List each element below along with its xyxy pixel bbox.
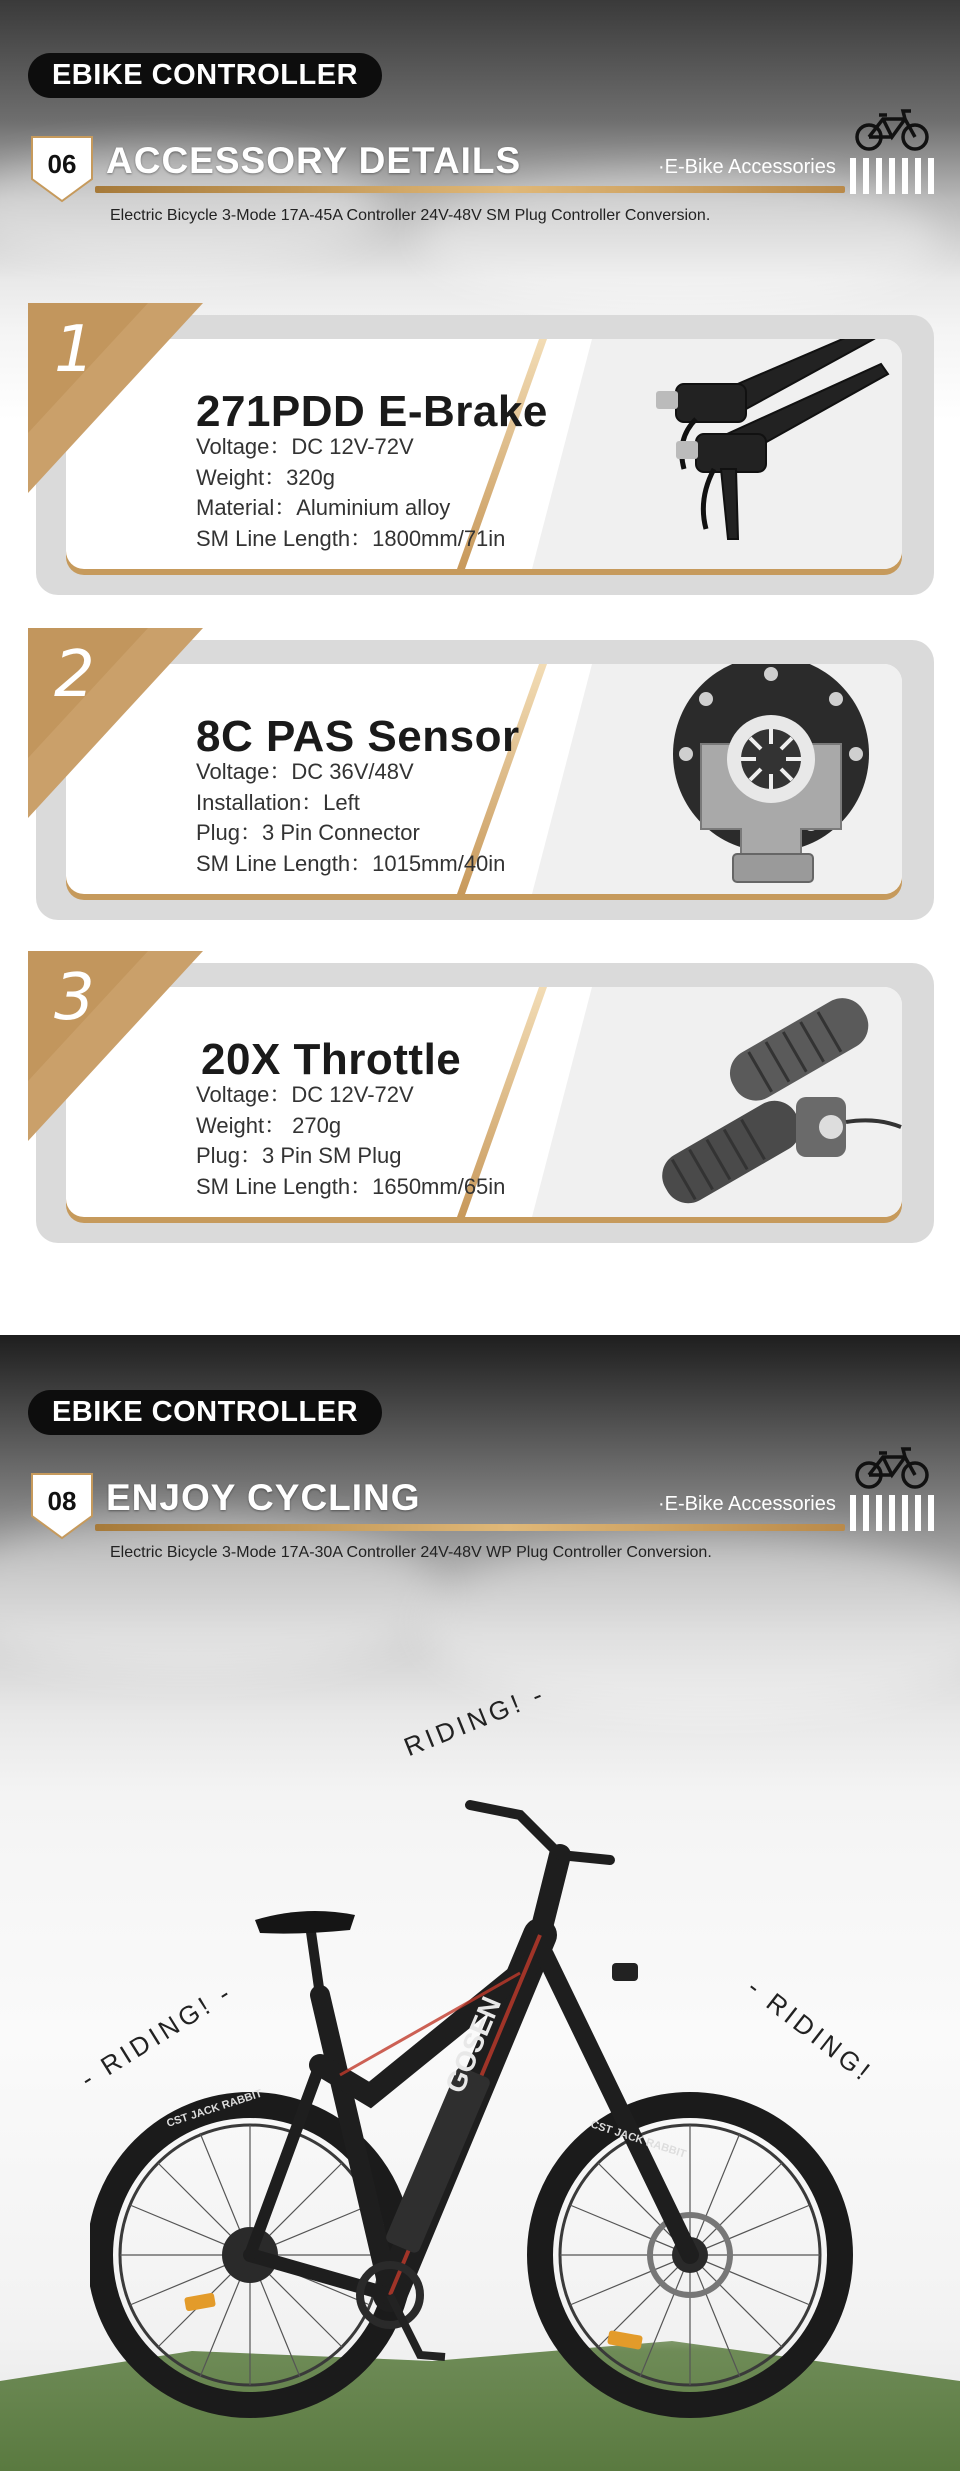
gold-divider [95,1524,845,1531]
ebike-controller-tag: EBIKE CONTROLLER [28,53,382,98]
product-card-throttle [36,963,934,1243]
product-card-pas-sensor [36,640,934,920]
tire-brand-label: CST JACK RABBIT [165,2087,264,2130]
ebike-controller-tag: EBIKE CONTROLLER [28,1390,382,1435]
product-specs: Voltage：DC 12V-72V Weight： 270g Plug：3 Pin SM Plug SM Line Length：1650mm/65in [196,1082,506,1199]
bike-brand-label: GOSEN [438,1992,508,2098]
brake-lever-icon [636,339,896,569]
bicycle-icon [855,107,929,153]
accessories-label: ·E-Bike Accessories [658,1493,836,1515]
tire-brand-label: CST JACK RABBIT [589,2118,688,2161]
ebike-illustration [90,1735,880,2425]
product-specs: Voltage：DC 36V/48V Installation：Left Plug：3 Pin Connector SM Line Length：1015mm/40in [196,759,506,876]
product-title: 20X Throttle [201,1035,462,1078]
throttle-grip-icon [626,987,902,1217]
section-title: ENJOY CYCLING [106,1477,421,1518]
pas-sensor-icon [661,664,891,894]
product-specs: Voltage：DC 12V-72V Weight：320g Material：Aluminium alloy SM Line Length：1800mm/71in [196,434,506,551]
section-number-badge: 06 [30,135,94,203]
product-title: 271PDD E-Brake [196,387,548,430]
riding-text-left: - RIDING! - [75,1976,239,2094]
product-card-brake [36,315,934,595]
section-number-badge: 08 [30,1472,94,1540]
bicycle-icon [855,1445,929,1491]
accessories-label: ·E-Bike Accessories [658,156,836,178]
section-title: ACCESSORY DETAILS [106,140,522,181]
stripe-decoration [850,1495,934,1531]
section-subtitle: Electric Bicycle 3-Mode 17A-30A Controller 24V-48V WP Plug Controller Conversion. [110,1544,712,1561]
riding-text-top: RIDING! - [399,1678,551,1763]
section-subtitle: Electric Bicycle 3-Mode 17A-45A Controller 24V-48V SM Plug Controller Conversion. [110,207,711,224]
riding-text-right: - RIDING! [741,1972,879,2089]
product-title: 8C PAS Sensor [196,712,520,755]
index-corner-tab: 2 [28,628,203,818]
gold-divider [95,186,845,193]
index-corner-tab: 1 [28,303,203,493]
index-corner-tab: 3 [28,951,203,1141]
enjoy-cycling-section [0,1335,960,2471]
stripe-decoration [850,158,934,194]
cloud [420,1535,960,1715]
